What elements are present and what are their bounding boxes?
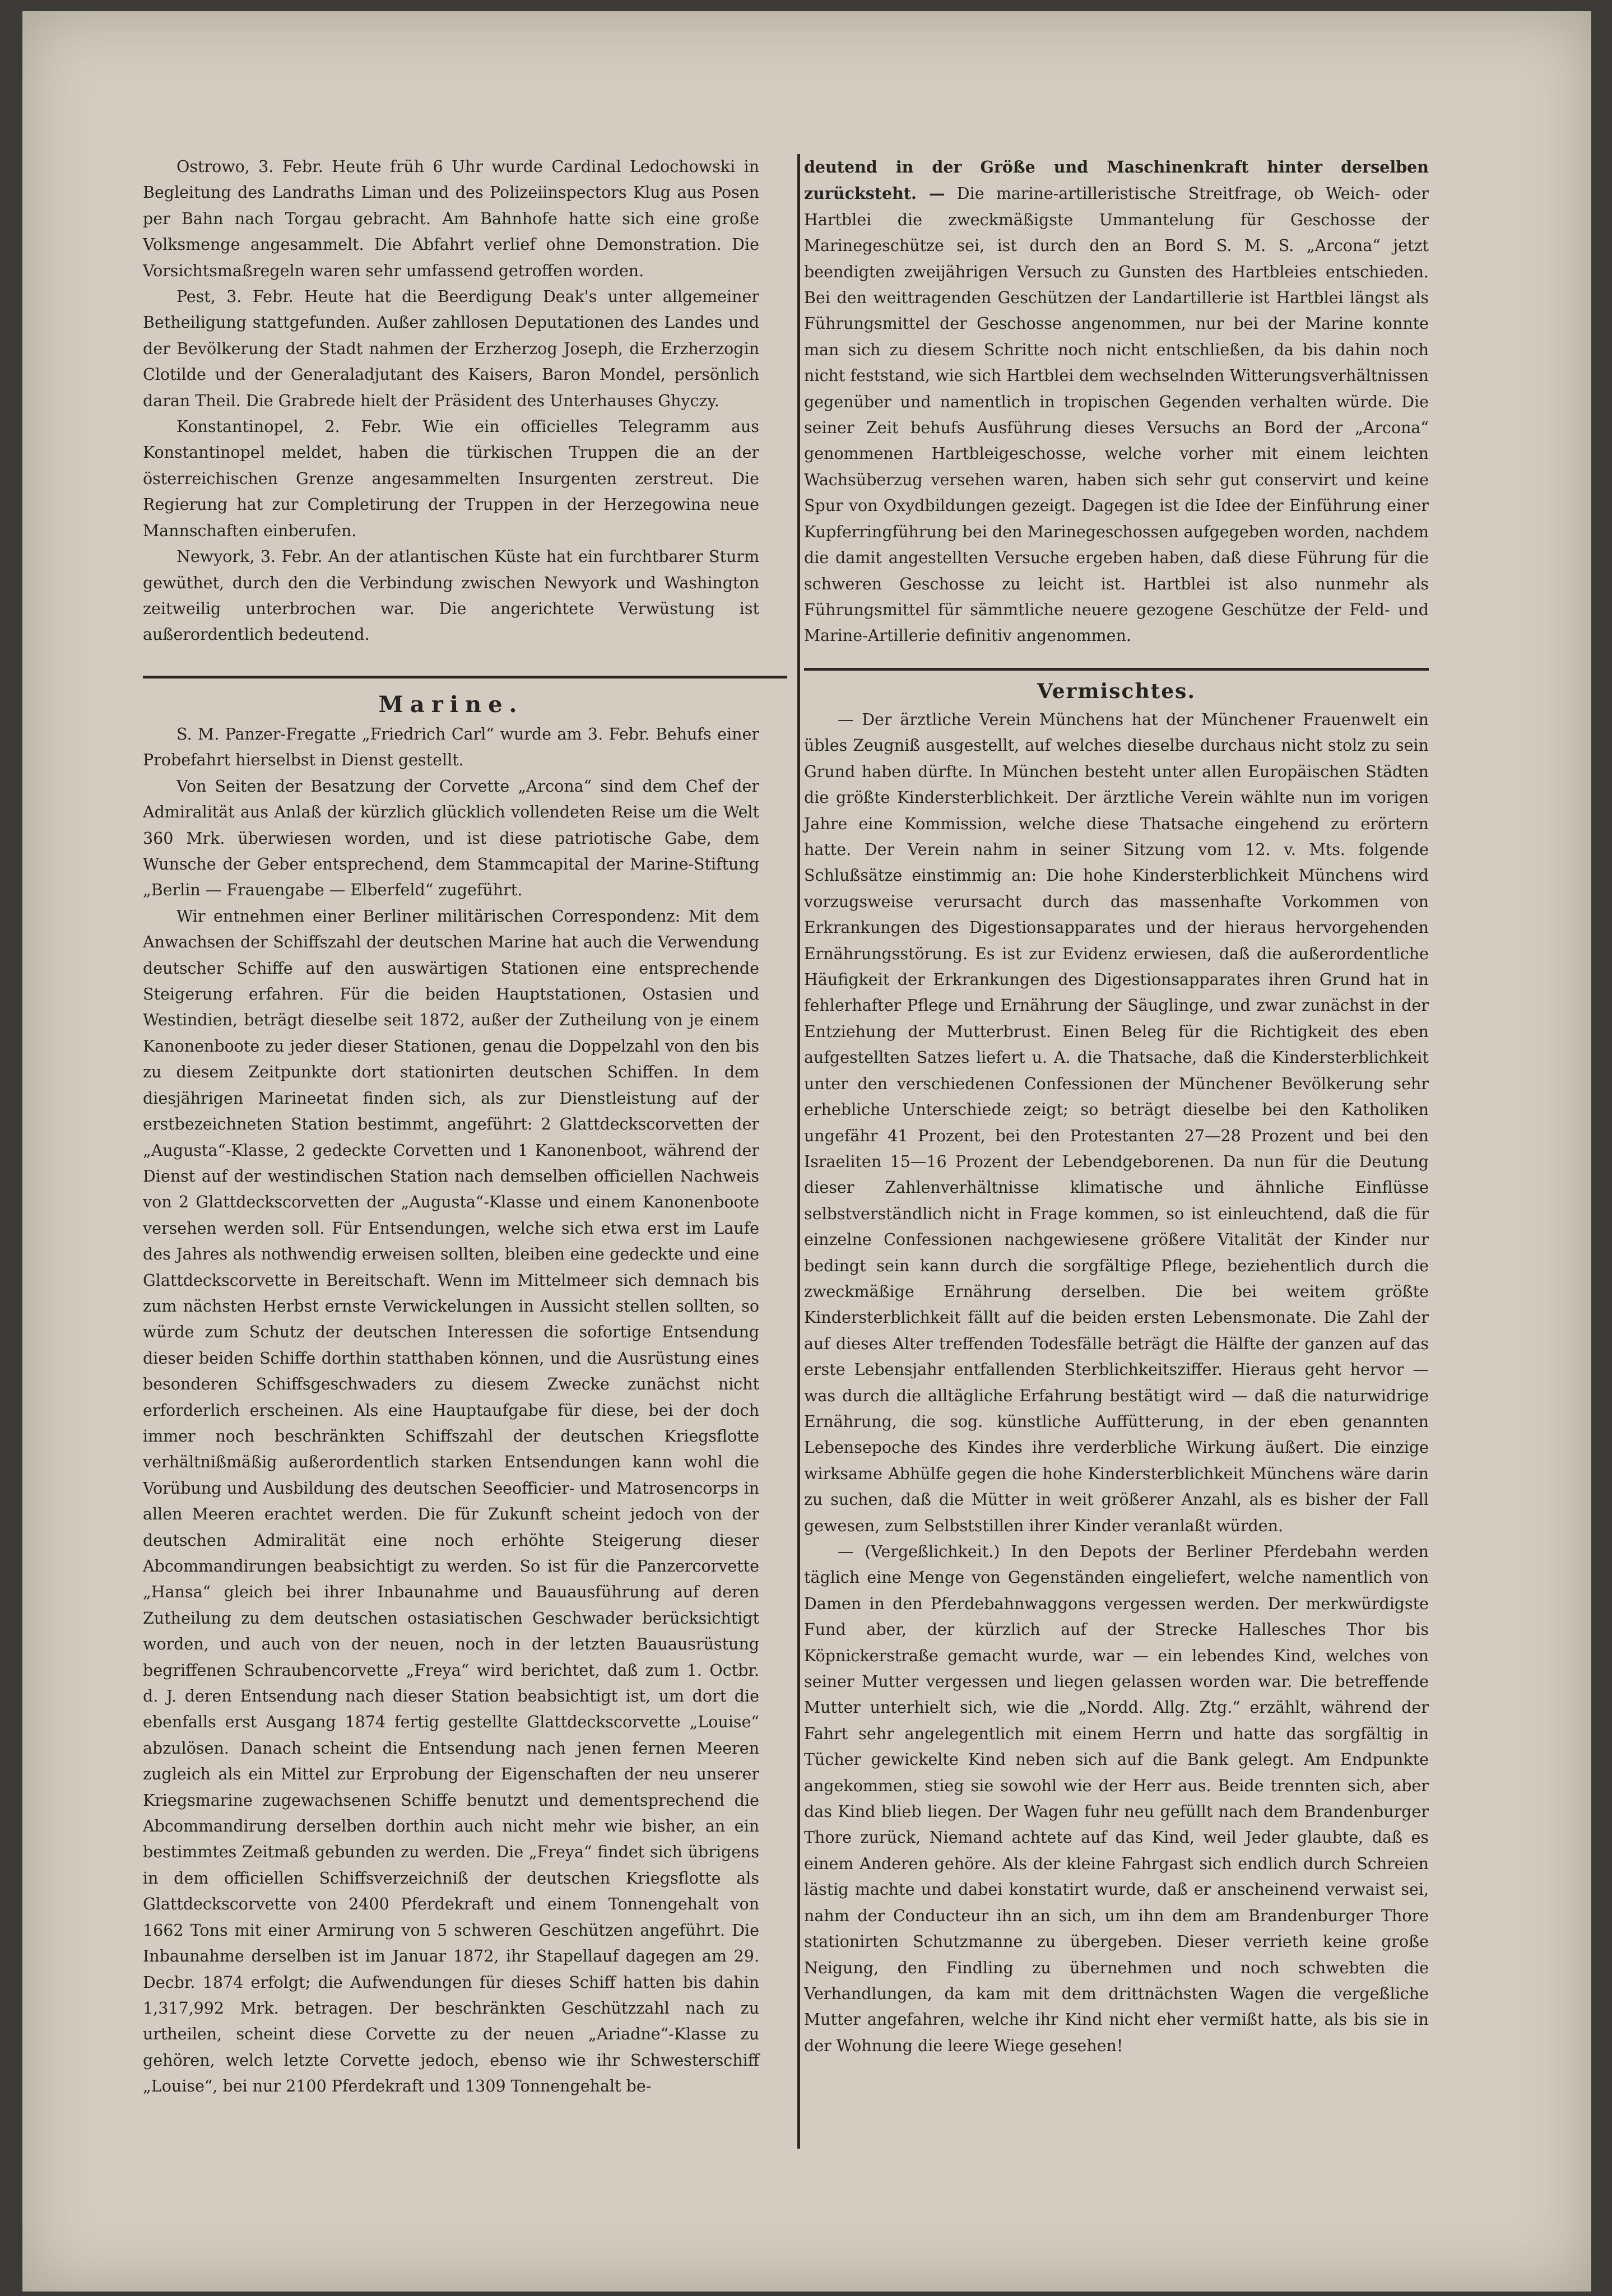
news-pest: Pest, 3. Febr. Heute hat die Beerdigung Deak's unter allgemeiner Betheiligung stattgefunden. Außer zahllosen Deputationen des Landes und der Bevölkerung der Stadt nahmen der Erzherzog Joseph, die Erzherzogin Clotilde und der Generaladjutant des Kaisers, Baron Mondel, persönlich daran Theil. Die Grabrede hielt der Präsident des Unterhauses Ghyczy.	[143, 287, 759, 410]
newspaper-page	[22, 11, 1591, 2292]
marine-paragraph: Wir entnehmen einer Berliner militärischen Correspondenz: Mit dem Anwachsen der Schiffszahl der deutschen Marine hat auch die Verwendung deutscher Schiffe auf den auswärtigen Stationen eine entsprechende Steigerung erfahren. Für die beiden Hauptstationen, Ostasien und Westindien, beträgt dieselbe seit 1872, außer der Zutheilung von je einem Kanonenboote zu jeder dieser Stationen, genau die Doppelzahl von den bis zu diesem Zeitpunkte dort stationirten deutschen Schiffen. In dem diesjährigen Marineetat finden sich, als zur Dienstleistung auf der erstbezeichneten Station bestimmt, angeführt: 2 Glattdeckscorvetten der „Augusta“-Klasse, 2 gedeckte Corvetten und 1 Kanonenboot, während der Dienst auf der westindischen Station nach demselben officiellen Nachweis von 2 Glattdeckscorvetten der „Augusta“-Klasse und einem Kanonenboote versehen werden soll. Für Entsendungen, welche sich etwa erst im Laufe des Jahres als nothwendig erweisen sollten, bleiben eine gedeckte und eine Glattdeckscorvette in Bereitschaft. Wenn im Mittelmeer sich demnach bis zum nächsten Herbst ernste Verwickelungen in Aussicht stellen sollten, so würde zum Schutz der deutschen Interessen die sofortige Entsendung dieser beiden Schiffe dorthin statthaben können, und die Ausrüstung eines besonderen Schiffsgeschwaders zu diesem Zwecke zunächst nicht erforderlich erscheinen. Als eine Hauptaufgabe für diese, bei der doch immer noch beschränkten Schiffszahl der deutschen Kriegsflotte verhältnißmäßig außerordentlich starken Entsendungen kann wohl die Vorübung und Ausbildung des deutschen Seeofficier- und Matrosencorps in allen Meeren erachtet werden. Die für Zukunft scheint jedoch von der deutschen Admiralität eine noch erhöhte Steigerung dieser Abcommandirungen beabsichtigt zu werden. So ist für die Panzercorvette „Hansa“ gleich bei ihrer Inbaunahme und Bauausführung auf deren Zutheilung zu dem deutschen ostasiatischen Geschwader berücksichtigt worden, und auch von der neuen, noch in der letzten Bauausrüstung begriffenen Schraubencorvette „Freya“ wird berichtet, daß zum 1. Octbr. d. J. deren Entsendung nach dieser Station beabsichtigt ist, um dort die ebenfalls erst Ausgang 1874 fertig gestellte Glattdeckscorvette „Louise“ abzulösen. Danach scheint die Entsendung nach jenen fernen Meeren zugleich als ein Mittel zur Erprobung der Eigenschaften der neu unserer Kriegsmarine zugewachsenen Schiffe benutzt und dementsprechend die Abcommandirung derselben dorthin auch nicht mehr wie bisher, an ein bestimmtes Zeitmaß gebunden zu werden. Die „Freya“ findet sich übrigens in dem officiellen Schiffsverzeichniß der deutschen Kriegsflotte als Glattdeckscorvette von 2400 Pferdekraft und einem Tonnengehalt von 1662 Tons mit einer Armirung von 5 schweren Geschützen angeführt. Die Inbaunahme derselben ist im Januar 1872, ihr Stapellauf dagegen am 29. Decbr. 1874 erfolgt; die Aufwendungen für dieses Schiff hatten bis dahin 1,317,992 Mrk. betragen. Der beschränkten Geschützzahl nach zu urtheilen, scheint diese Corvette zu der neuen „Ariadne“-Klasse zu gehören, welch letzte Corvette jedoch, ebenso wie ihr Schwesterschiff „Louise“, bei nur 2100 Pferdekraft und 1309 Tonnengehalt be-	[143, 907, 759, 2096]
misc-heading: Vermischtes.	[1037, 680, 1196, 703]
news-ostrowo: Ostrowo, 3. Febr. Heute früh 6 Uhr wurde Cardinal Ledochowski in Begleitung des Landraths Liman und des Polizeiinspectors Klug aus Posen per Bahn nach Torgau gebracht. Am Bahnhofe hatte sich eine große Volksmenge angesammelt. Die Abfahrt verlief ohne Demonstration. Die Vorsichtsmaßregeln waren sehr umfassend getroffen worden.	[143, 157, 759, 280]
news-konstantinopel: Konstantinopel, 2. Febr. Wie ein officielles Telegramm aus Konstantinopel meldet, haben die türkischen Truppen die an der österreichischen Grenze angesammelten Insurgenten zerstreut. Die Regierung hat zur Completirung der Truppen in der Herzegowina neue Mannschaften einberufen.	[143, 417, 759, 540]
left-news-block	[143, 154, 759, 648]
continuation-text: Die marine-artilleristische Streitfrage, ob Weich- oder Hartblei die zweckmäßigste Ummantelung für Geschosse der Marinegeschütze sei, ist durch den an Bord S. M. S. „Arcona“ jetzt beendigten zweijährigen Versuch zu Gunsten des Hartbleies entschieden. Bei den weittragenden Geschützen der Landartillerie ist Hartblei längst als Führungsmittel der Geschosse angenommen, nur bei der Marine konnte man sich zu diesem Schritte noch nicht entschließen, da bis dahin noch nicht feststand, wie sich Hartblei dem wechselnden Witterungsverhältnissen gegenüber und namentlich in tropischen Gegenden verhalten würde. Die seiner Zeit behufs Ausführung dieses Versuchs an Bord der „Arcona“ genommenen Hartbleigeschosse, welche vorher mit einem leichten Wachsüberzug versehen waren, haben sich sehr gut conservirt und keine Spur von Oxydbildungen gezeigt. Dagegen ist die Idee der Einführung einer Kupferringführung bei den Marinegeschossen aufgegeben worden, nachdem die damit angestellten Versuche ergeben haben, daß diese Führung für die schweren Geschosse zu leicht ist. Hartblei ist also nunmehr als Führungsmittel für sämmtliche neuere gezogene Geschütze der Feld- und Marine-Artillerie definitiv angenommen.	[804, 184, 1429, 645]
marine-heading: Marine.	[378, 691, 524, 718]
continuation-bold: deutend in der Größe und Maschinenkraft hinter derselben zurücksteht. —	[804, 157, 1429, 203]
right-continuation	[804, 154, 1429, 649]
section-rule-left	[143, 676, 787, 678]
misc-section	[804, 676, 1429, 2059]
news-newyork: Newyork, 3. Febr. An der atlantischen Küste hat ein furchtbarer Sturm gewüthet, durch den die Verbindung zwischen Newyork und Washington zeitweilig unterbrochen war. Die angerichtete Verwüstung ist außerordentlich bedeutend.	[143, 547, 759, 644]
marine-paragraph: S. M. Panzer-Fregatte „Friedrich Carl“ wurde am 3. Febr. Behufs einer Probefahrt hierselbst in Dienst gestellt.	[143, 725, 759, 770]
marine-section	[143, 688, 759, 2100]
misc-paragraph: — (Vergeßlichkeit.) In den Depots der Berliner Pferdebahn werden täglich eine Menge von Gegenständen eingeliefert, welche namentlich von Damen in den Pferdebahnwaggons vergessen werden. Der merkwürdigste Fund aber, der kürzlich auf der Strecke Hallesches Thor bis Köpnickerstraße gemacht wurde, war — ein lebendes Kind, welches von seiner Mutter vergessen und liegen gelassen worden war. Die betreffende Mutter unterhielt sich, wie die „Nordd. Allg. Ztg.“ erzählt, während der Fahrt sehr angelegentlich mit einem Herrn und hatte das sorgfältig in Tücher gewickelte Kind neben sich auf die Bank gelegt. Am Endpunkte angekommen, stieg sie sowohl wie der Herr aus. Beide trennten sich, aber das Kind blieb liegen. Der Wagen fuhr neu gefüllt nach dem Brandenburger Thore zurück, Niemand achtete auf das Kind, weil Jeder glaubte, daß es einem Anderen gehöre. Als der kleine Fahrgast sich endlich durch Schreien lästig machte und dabei konstatirt wurde, daß er anscheinend verwaist sei, nahm der Conducteur ihn an sich, um ihn dem am Brandenburger Thore stationirten Schutzmanne zu übergeben. Dieser verrieth keine große Neigung, den Findling zu übernehmen und noch schwebten die Verhandlungen, da kam mit dem drittnächsten Wagen die vergeßliche Mutter angefahren, welche ihr Kind nicht eher vermißt hatte, als bis sie in der Wohnung die leere Wiege gesehen!	[804, 1542, 1429, 2055]
misc-paragraph: — Der ärztliche Verein Münchens hat der Münchener Frauenwelt ein übles Zeugniß ausgestellt, auf welches dieselbe durchaus nicht stolz zu sein Grund haben dürfte. In München besteht unter allen Europäischen Städten die größte Kindersterblichkeit. Der ärztliche Verein wählte nun im vorigen Jahre eine Kommission, welche diese Thatsache eingehend zu erörtern hatte. Der Verein nahm in seiner Sitzung vom 12. v. Mts. folgende Schlußsätze einstimmig an: Die hohe Kindersterblichkeit Münchens wird vorzugsweise verursacht durch das massenhafte Vorkommen von Erkrankungen des Digestionsapparates und der hieraus hervorgehenden Ernährungsstörung. Es ist zur Evidenz erwiesen, daß die außerordentliche Häufigkeit der Erkrankungen des Digestionsapparates ihren Grund hat in fehlerhafter Pflege und Ernährung der Säuglinge, und zwar zunächst in der Entziehung der Mutterbrust. Einen Beleg für die Richtigkeit des eben aufgestellten Satzes liefert u. A. die Thatsache, daß die Kindersterblichkeit unter den verschiedenen Confessionen der Münchener Bevölkerung sehr erhebliche Unterschiede zeigt; so beträgt dieselbe bei den Katholiken ungefähr 41 Prozent, bei den Protestanten 27—28 Prozent und bei den Israeliten 15—16 Prozent der Lebendgeborenen. Da nun für die Deutung dieser Zahlenverhältnisse klimatische und ähnliche Einflüsse selbstverständlich nicht in Frage kommen, so ist einleuchtend, daß die für einzelne Confessionen nachgewiesene größere Vitalität der Kinder nur bedingt sein kann durch die sorgfältige Pflege, beziehentlich durch die zweckmäßige Ernährung derselben. Die bei weitem größte Kindersterblichkeit fällt auf die beiden ersten Lebensmonate. Die Zahl der auf dieses Alter treffenden Todesfälle beträgt die Hälfte der ganzen auf das erste Lebensjahr entfallenden Sterblichkeitsziffer. Hieraus geht hervor — was durch die alltägliche Erfahrung bestätigt wird — daß die naturwidrige Ernährung, die sog. künstliche Auffütterung, in der eben genannten Lebensepoche des Kindes ihre verderbliche Wirkung äußert. Die einzige wirksame Abhülfe gegen die hohe Kindersterblichkeit Münchens wäre darin zu suchen, daß die Mütter in weit größerer Anzahl, als es bisher der Fall gewesen, zum Selbststillen ihrer Kinder veranlaßt würden.	[804, 710, 1429, 1535]
marine-paragraph: Von Seiten der Besatzung der Corvette „Arcona“ sind dem Chef der Admiralität aus Anlaß der kürzlich glücklich vollendeten Reise um die Welt 360 Mrk. überwiesen worden, und ist diese patriotische Gabe, dem Wunsche der Geber entsprechend, dem Stammcapital der Marine-Stiftung „Berlin — Frauengabe — Elberfeld“ zugeführt.	[143, 777, 759, 900]
column-divider	[797, 154, 800, 2149]
section-rule-right	[804, 668, 1429, 671]
